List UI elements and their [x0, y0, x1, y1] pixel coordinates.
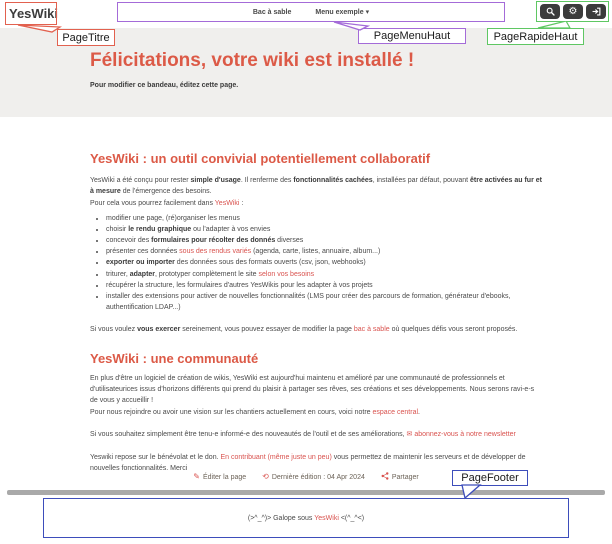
- feature-item: [106, 224, 542, 235]
- text-run: choisir: [106, 225, 129, 233]
- callout-pointer-page-titre: [16, 24, 62, 33]
- footer-text: [248, 515, 364, 522]
- text-run: présenter ces données: [106, 248, 180, 256]
- feature-item: [106, 291, 542, 313]
- section-title-communaute: YesWiki : une communauté: [90, 350, 259, 366]
- text-run: formulaires pour récolter des donnés: [151, 237, 276, 245]
- text-run: Si vous souhaitez simplement être tenu-e informé-e des nouveautés de l'outil et de ses améliorations,: [90, 431, 407, 439]
- site-logo[interactable]: YesWiki: [9, 6, 59, 21]
- text-run: . Il renferme des: [240, 177, 294, 184]
- feature-item: [106, 213, 542, 224]
- pencil-icon: ✎: [193, 472, 200, 481]
- text-run: triturer,: [106, 270, 130, 278]
- text-run: , prototyper complètement le site: [155, 270, 259, 278]
- last-edit-info[interactable]: [262, 473, 365, 481]
- text-run: YesWiki a été conçu pour rester: [90, 177, 191, 184]
- section-title-outil: YesWiki : un outil convivial potentiellement collaboratif: [90, 151, 431, 166]
- text-run: diverses: [275, 237, 304, 245]
- text-run: (agenda, carte, listes, annuaire, album...): [251, 248, 381, 256]
- last-edit-label: Dernière édition : 04 Apr 2024: [271, 473, 365, 481]
- text-run: modifier une page, (ré)organiser les menus: [106, 214, 240, 222]
- text-run: de l'émergence des besoins.: [120, 188, 212, 196]
- text-run: installer des extensions pour activer de nouvelles fonctionnalités (LMS pour créer des parcours de formation, générateur d'ebooks, authentification LDAP...): [106, 293, 511, 312]
- footer-divider-bar: [7, 490, 605, 495]
- annotation-rect-page-rapide-haut: [536, 1, 609, 22]
- share-label: Partager: [391, 473, 419, 481]
- feature-item: [106, 269, 542, 280]
- chevron-down-icon: ▾: [365, 8, 370, 16]
- text-run: Si vous voulez: [90, 326, 138, 334]
- text-run: concevoir des: [106, 237, 152, 245]
- callout-pointer-page-rapide-haut: [536, 21, 574, 29]
- callout-pointer-page-menu-haut: [330, 21, 370, 31]
- annotation-label-page-menu-haut: [358, 28, 466, 44]
- feature-item: [106, 280, 542, 291]
- paragraph-newsletter: [90, 429, 542, 440]
- edit-page-label: Éditer la page: [202, 473, 247, 481]
- share-button[interactable]: [381, 472, 419, 482]
- text-run: :: [239, 200, 244, 208]
- text-link[interactable]: En contribuant (même juste un peu): [220, 453, 332, 461]
- text-run: exporter ou importer: [106, 259, 175, 267]
- text-run: récupérer la structure, les formulaires d'autres YesWikis pour les adapter à vos projets: [106, 281, 373, 289]
- text-run: ou l'adapter à vos envies: [191, 225, 271, 233]
- paragraph-community: [90, 373, 542, 407]
- annotation-text: PageRapideHaut: [493, 30, 578, 43]
- text-link[interactable]: espace central: [372, 409, 419, 417]
- page-footer-zone: [43, 498, 569, 538]
- history-icon: ⟲: [262, 472, 269, 481]
- top-header: [0, 0, 612, 28]
- feature-item: [106, 246, 542, 257]
- gear-icon: ⚙: [568, 5, 578, 17]
- page-content: [90, 117, 542, 474]
- text-run: Pour nous rejoindre ou avoir une vision sur les chantiers actuellement en cours, voici notre: [90, 409, 373, 417]
- text-run: <(^_^<): [338, 514, 365, 522]
- text-run: fonctionnalités cachées: [293, 177, 373, 184]
- text-run: adapter: [129, 270, 156, 278]
- callout-pointer-page-footer: [458, 484, 486, 500]
- text-run: simple d'usage: [190, 177, 241, 184]
- text-run: vous permettez de maintenir les serveurs et de développer de nouvelles fonctionnalités. Merci: [90, 453, 526, 472]
- text-run: , installées par défaut, pouvant: [372, 177, 470, 184]
- feature-item: [106, 235, 542, 246]
- text-run: être activées au fur et à mesure: [90, 177, 542, 196]
- text-run: où quelques défis vous seront proposés.: [389, 326, 518, 334]
- text-run: sereinement, vous pouvez essayer de modifier la page: [180, 326, 354, 334]
- feature-list: [90, 213, 542, 314]
- annotation-label-page-titre: [57, 29, 115, 46]
- text-run: des données sous des formats ouverts (csv, json, webhooks): [174, 259, 366, 267]
- menu-exemple-label: Menu exemple: [315, 9, 364, 16]
- menu-item-bac-a-sable[interactable]: Bac à sable: [252, 8, 292, 16]
- banner-title: Félicitations, votre wiki est installé !: [90, 50, 415, 71]
- text-link[interactable]: bac à sable: [353, 326, 390, 334]
- text-run: (>^_^)> Galope sous: [247, 514, 315, 522]
- annotation-text: PageMenuHaut: [373, 30, 451, 42]
- share-icon: [381, 472, 389, 482]
- text-run: vous exercer: [137, 326, 181, 334]
- menu-item-menu-exemple[interactable]: [315, 8, 369, 16]
- paragraph-exercise: [90, 324, 542, 335]
- text-link[interactable]: YesWiki: [214, 200, 240, 208]
- annotation-text: PageTitre: [62, 31, 110, 44]
- paragraph-join: [90, 407, 542, 418]
- feature-item: [106, 257, 542, 268]
- text-run: Yeswiki repose sur le bénévolat et le don.: [90, 453, 221, 461]
- top-menu: [117, 2, 505, 22]
- text-run: En plus d'être un logiciel de création de wikis, YesWiki est aujourd'hui maintenu et amélioré par une communauté de professionnels et d'utilisateurices issus d'horizons différents qui prend du plaisir à partager ses rêves, ses créations et ses développements. Nous serons ravi-e-s de vous y accueillir !: [90, 374, 535, 405]
- text-link[interactable]: selon vos besoins: [258, 270, 315, 278]
- edit-page-button[interactable]: [193, 473, 246, 481]
- text-link[interactable]: YesWiki: [314, 514, 339, 522]
- text-run: .: [418, 409, 420, 417]
- annotation-text: PageFooter: [461, 472, 519, 484]
- text-link[interactable]: sous des rendus variés: [179, 248, 252, 256]
- annotation-label-page-rapide-haut: [487, 28, 584, 45]
- text-run: Pour cela vous pourrez facilement dans: [90, 200, 215, 208]
- annotation-rect-page-titre: [5, 2, 57, 25]
- banner-subtitle: Pour modifier ce bandeau, éditez cette page.: [90, 82, 239, 89]
- paragraph-lead: [90, 198, 542, 209]
- text-run: le rendu graphique: [128, 225, 192, 233]
- text-link[interactable]: ✉ abonnez-vous à notre newsletter: [406, 431, 516, 439]
- paragraph-intro: [90, 175, 542, 197]
